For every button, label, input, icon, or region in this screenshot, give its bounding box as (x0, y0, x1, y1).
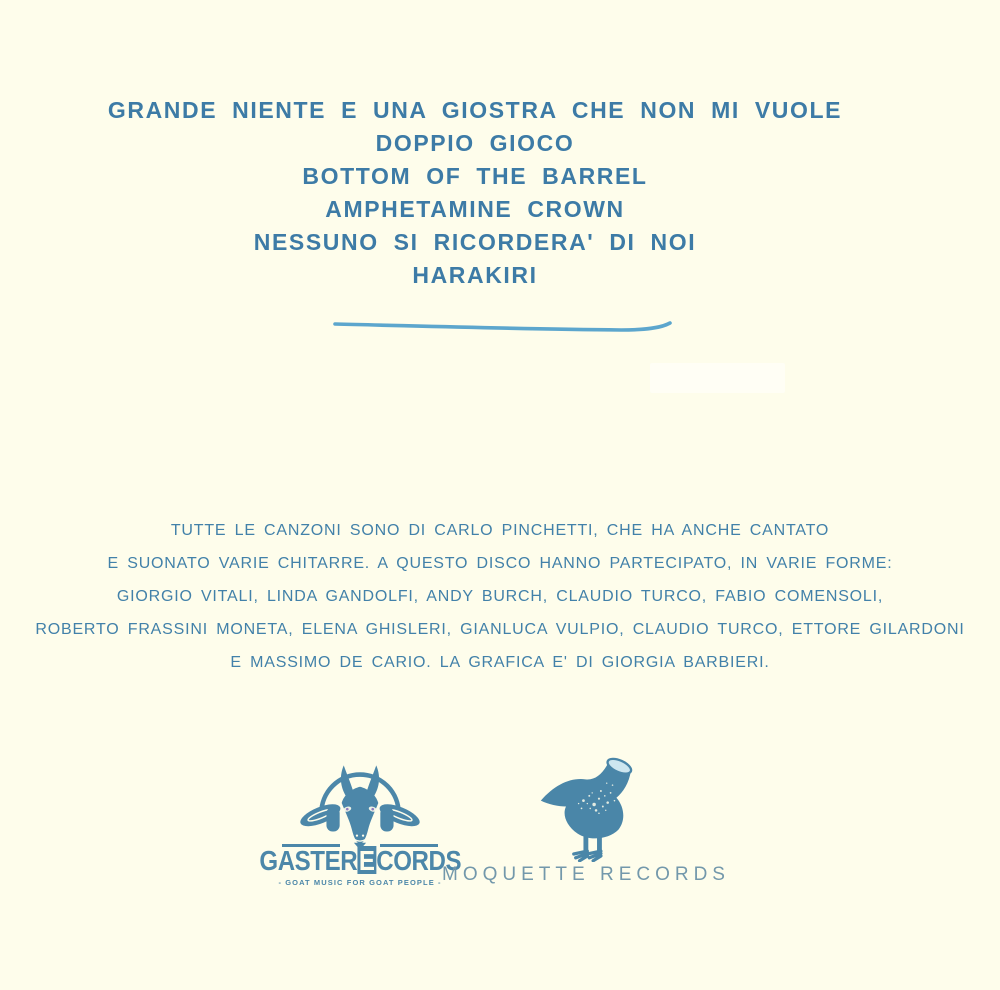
gasterecords-tagline: - GOAT MUSIC FOR GOAT PEOPLE - (278, 878, 442, 887)
track-title: BOTTOM OF THE BARREL (302, 163, 648, 189)
credit-line: GIORGIO VITALI, LINDA GANDOLFI, ANDY BURCH, CLAUDIO TURCO, FABIO COMENSOLI, (116, 588, 884, 605)
track-title: HARAKIRI (412, 262, 538, 288)
track-title: AMPHETAMINE CROWN (325, 196, 625, 222)
moquette-wordmark: MOQUETTE RECORDS (442, 864, 730, 885)
divider-line (331, 318, 675, 336)
credit-line: E MASSIMO DE CARIO. LA GRAFICA E' DI GIORGIA BARBIERI. (230, 654, 770, 671)
headless-bird-icon (535, 750, 661, 862)
credits (0, 514, 1000, 679)
moquette-records-logo (442, 750, 730, 886)
credit-line: TUTTE LE CANZONI SONO DI CARLO PINCHETTI, CHE HA ANCHE CANTATO (170, 522, 830, 539)
track-title: DOPPIO GIOCO (375, 130, 575, 156)
goat-headphones-icon (299, 750, 421, 850)
wordmark-beard-letter: E (358, 845, 375, 876)
track-title: GRANDE NIENTE E UNA GIOSTRA CHE NON MI VUOLE (107, 97, 843, 123)
track-title: NESSUNO SI RICORDERA' DI NOI (253, 229, 697, 255)
scan-artifact (650, 363, 785, 393)
credit-line: E SUONATO VARIE CHITARRE. A QUESTO DISCO HANNO PARTECIPATO, IN VARIE FORME: (107, 555, 893, 572)
wordmark-left: GASTER (259, 845, 357, 876)
credit-line: ROBERTO FRASSINI MONETA, ELENA GHISLERI, GIANLUCA VULPIO, CLAUDIO TURCO, ETTORE GILARDONI (35, 621, 965, 638)
gasterecords-logo (259, 750, 461, 887)
tracklist (0, 94, 950, 292)
gasterecords-wordmark (259, 845, 461, 876)
wordmark-right: CORDS (376, 845, 461, 876)
